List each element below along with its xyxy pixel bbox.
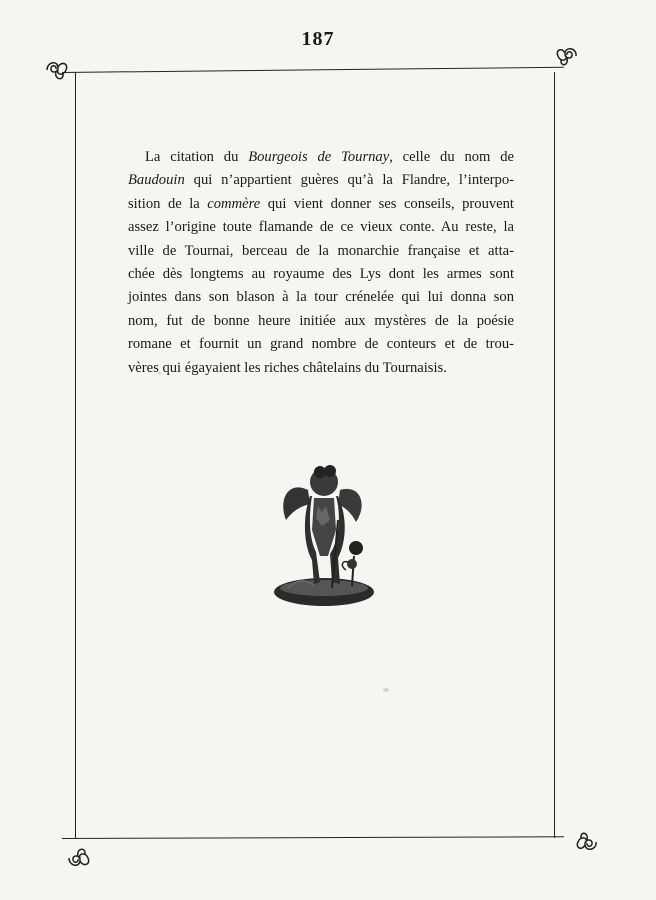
text-line: vères qui égayaient les riches châtelains du Tournaisis. bbox=[128, 359, 447, 376]
text-line: romane et fournit un grand nombre de conteurs et de trou- bbox=[128, 336, 514, 353]
text-line: chée dès longtems au royaume des Lys dont les armes sont bbox=[128, 266, 514, 283]
body-paragraph bbox=[128, 146, 514, 380]
corner-ornament-icon bbox=[44, 58, 70, 82]
text-line: Baudouin qui n’appartient guères qu’à la Flandre, l’interpo- bbox=[128, 172, 514, 189]
text-line: nom, fut de bonne heure initiée aux mystères de la poésie bbox=[128, 312, 514, 329]
text-line: jointes dans son blason à la tour crénelée qui lui donna son bbox=[128, 289, 514, 306]
corner-ornament-icon bbox=[66, 846, 92, 870]
corner-ornament-icon bbox=[554, 44, 580, 68]
ink-spot bbox=[383, 688, 389, 692]
text-line: ville de Tournai, berceau de la monarchie française et atta- bbox=[128, 242, 514, 259]
ink-spot bbox=[158, 372, 161, 375]
text-line: assez l’origine toute flamande de ce vieux conte. Au reste, la bbox=[128, 219, 514, 236]
text-line: sition de la commère qui vient donner ses conseils, prouvent bbox=[128, 195, 514, 212]
corner-ornament-icon bbox=[574, 830, 600, 854]
page-number: 187 bbox=[301, 28, 335, 50]
text-line: La citation du Bourgeois de Tournay, celle du nom de bbox=[145, 149, 514, 165]
cherub-vignette-icon bbox=[268, 460, 380, 612]
